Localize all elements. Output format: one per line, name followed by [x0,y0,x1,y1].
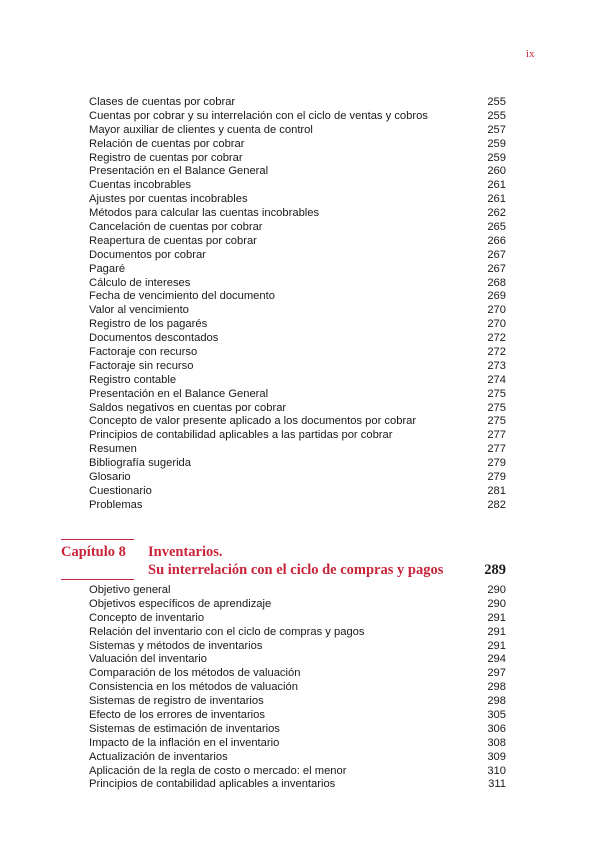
toc-entry-title: Objetivos específicos de aprendizaje [89,597,272,610]
toc-entry-page: 279 [487,471,506,484]
toc-entry [0,737,600,751]
chapter-page-number: 289 [484,562,506,578]
toc-entry-title: Cuentas incobrables [89,179,191,192]
toc-entry-title: Cuestionario [89,484,152,497]
chapter-rule-bottom [61,579,134,580]
toc-entry-page: 291 [487,611,506,624]
toc-entry-page: 291 [487,625,506,638]
toc-entry-page: 298 [487,695,506,708]
toc-entry [0,626,600,640]
chapter-title-line1: Inventarios. [148,544,223,560]
toc-section-receivables [0,96,600,513]
toc-entry [0,235,600,249]
toc-entry [0,221,600,235]
toc-entry-title: Clases de cuentas por cobrar [89,96,236,108]
toc-entry-title: Concepto de inventario [89,611,205,624]
toc-entry [0,360,600,374]
toc-entry [0,138,600,152]
toc-entry-title: Saldos negativos en cuentas por cobrar [89,401,287,414]
toc-entry-title: Pagaré [89,262,126,275]
toc-entry [0,290,600,304]
toc-entry-page: 282 [487,498,506,511]
toc-entry-page: 269 [487,290,506,303]
toc-entry-title: Aplicación de la regla de costo o mercado: el menor [89,764,347,777]
toc-entry [0,751,600,765]
toc-entry [0,152,600,166]
toc-entry-title: Mayor auxiliar de clientes y cuenta de control [89,123,313,136]
chapter-heading [0,539,600,583]
toc-section-inventories [0,584,600,792]
toc-entry-page: 274 [487,373,506,386]
toc-entry-title: Efecto de los errores de inventarios [89,709,265,722]
toc-entry-title: Documentos por cobrar [89,248,206,261]
toc-entry-page: 267 [487,262,506,275]
chapter-rule-top [61,539,134,540]
toc-entry [0,709,600,723]
toc-entry-page: 255 [487,96,506,108]
toc-entry-title: Sistemas de estimación de inventarios [89,722,280,735]
toc-entry-page: 277 [487,443,506,456]
toc-entry-page: 261 [487,179,506,192]
chapter-title-line2: Su interrelación con el ciclo de compras y pagos [148,562,444,578]
toc-entry [0,124,600,138]
toc-entry-title: Fecha de vencimiento del documento [89,290,275,303]
toc-entry-title: Cancelación de cuentas por cobrar [89,221,263,234]
toc-entry [0,249,600,263]
toc-entry-page: 267 [487,248,506,261]
toc-entry [0,429,600,443]
toc-entry-page: 259 [487,151,506,164]
toc-entry-title: Valor al vencimiento [89,304,189,317]
toc-entry-title: Resumen [89,443,137,456]
toc-entry-page: 305 [487,709,506,722]
toc-entry-page: 270 [487,318,506,331]
toc-entry-title: Bibliografía sugerida [89,457,191,470]
toc-entry-page: 298 [487,681,506,694]
toc-entry-title: Sistemas y métodos de inventarios [89,639,263,652]
page-number: ix [526,48,535,60]
toc-entry-page: 262 [487,207,506,220]
toc-entry-page: 268 [487,276,506,289]
toc-entry [0,667,600,681]
toc-entry [0,415,600,429]
toc-entry [0,402,600,416]
toc-entry [0,374,600,388]
toc-entry [0,598,600,612]
toc-entry-title: Cuentas por cobrar y su interrelación con el ciclo de ventas y cobros [89,109,428,122]
toc-entry [0,471,600,485]
toc-entry [0,110,600,124]
toc-entry-title: Concepto de valor presente aplicado a los documentos por cobrar [89,415,417,428]
toc-entry-title: Principios de contabilidad aplicables a las partidas por cobrar [89,429,393,442]
toc-entry-page: 272 [487,346,506,359]
toc-entry-page: 306 [487,722,506,735]
toc-entry [0,640,600,654]
toc-entry-page: 277 [487,429,506,442]
toc-entry-page: 297 [487,667,506,680]
toc-entry [0,193,600,207]
toc-entry [0,778,600,792]
toc-entry-page: 257 [487,123,506,136]
toc-entry-title: Consistencia en los métodos de valuación [89,681,298,694]
toc-entry [0,584,600,598]
toc-entry-title: Métodos para calcular las cuentas incobrables [89,207,320,220]
toc-entry [0,695,600,709]
toc-entry [0,165,600,179]
toc-entry-page: 308 [487,736,506,749]
toc-entry [0,499,600,513]
toc-entry-page: 259 [487,137,506,150]
toc-entry-page: 311 [488,778,506,791]
toc-entry-title: Registro de los pagarés [89,318,208,331]
toc-entry-page: 273 [487,359,506,372]
toc-entry-page: 275 [487,415,506,428]
toc-entry-page: 310 [487,764,506,777]
toc-entry-page: 266 [487,234,506,247]
toc-entry [0,263,600,277]
toc-entry [0,723,600,737]
toc-entry-title: Principios de contabilidad aplicables a inventarios [89,778,336,791]
toc-entry-title: Reapertura de cuentas por cobrar [89,234,257,247]
toc-entry-page: 270 [487,304,506,317]
toc-entry [0,96,600,110]
toc-entry [0,457,600,471]
toc-entry [0,765,600,779]
toc-entry [0,388,600,402]
toc-entry [0,653,600,667]
toc-entry-title: Objetivo general [89,584,171,596]
toc-entry [0,485,600,499]
toc-entry-title: Valuación del inventario [89,653,207,666]
chapter-label: Capítulo 8 [61,544,126,560]
toc-entry-title: Relación del inventario con el ciclo de compras y pagos [89,625,365,638]
toc-entry-title: Cálculo de intereses [89,276,191,289]
toc-entry-page: 309 [487,750,506,763]
toc-entry-title: Glosario [89,471,131,484]
toc-entry-page: 275 [487,387,506,400]
toc-entry-page: 294 [487,653,506,666]
toc-entry-title: Problemas [89,498,143,511]
toc-entry [0,346,600,360]
toc-entry [0,304,600,318]
toc-entry-page: 265 [487,221,506,234]
toc-entry-title: Registro de cuentas por cobrar [89,151,243,164]
toc-entry-page: 279 [487,457,506,470]
toc-entry [0,318,600,332]
toc-entry-title: Presentación en el Balance General [89,387,269,400]
toc-entry [0,443,600,457]
toc-entry [0,277,600,291]
toc-entry-title: Documentos descontados [89,332,219,345]
toc-entry-title: Presentación en el Balance General [89,165,269,178]
toc-entry [0,681,600,695]
toc-entry [0,179,600,193]
toc-entry-title: Actualización de inventarios [89,750,228,763]
toc-entry-title: Ajustes por cuentas incobrables [89,193,248,206]
toc-entry-page: 290 [487,584,506,596]
toc-entry-title: Comparación de los métodos de valuación [89,667,301,680]
toc-entry-page: 290 [487,597,506,610]
toc-entry-page: 281 [487,484,506,497]
toc-entry-page: 275 [487,401,506,414]
toc-entry-page: 272 [487,332,506,345]
toc-entry-title: Factoraje con recurso [89,346,198,359]
toc-entry [0,332,600,346]
toc-entry-page: 291 [487,639,506,652]
toc-entry-title: Relación de cuentas por cobrar [89,137,245,150]
toc-entry-title: Registro contable [89,373,177,386]
toc-entry-title: Impacto de la inflación en el inventario [89,736,280,749]
toc-entry-title: Factoraje sin recurso [89,359,194,372]
toc-entry-page: 261 [487,193,506,206]
toc-entry-title: Sistemas de registro de inventarios [89,695,264,708]
toc-entry-page: 255 [487,109,506,122]
toc-entry [0,207,600,221]
toc-entry [0,612,600,626]
toc-entry-page: 260 [487,165,506,178]
